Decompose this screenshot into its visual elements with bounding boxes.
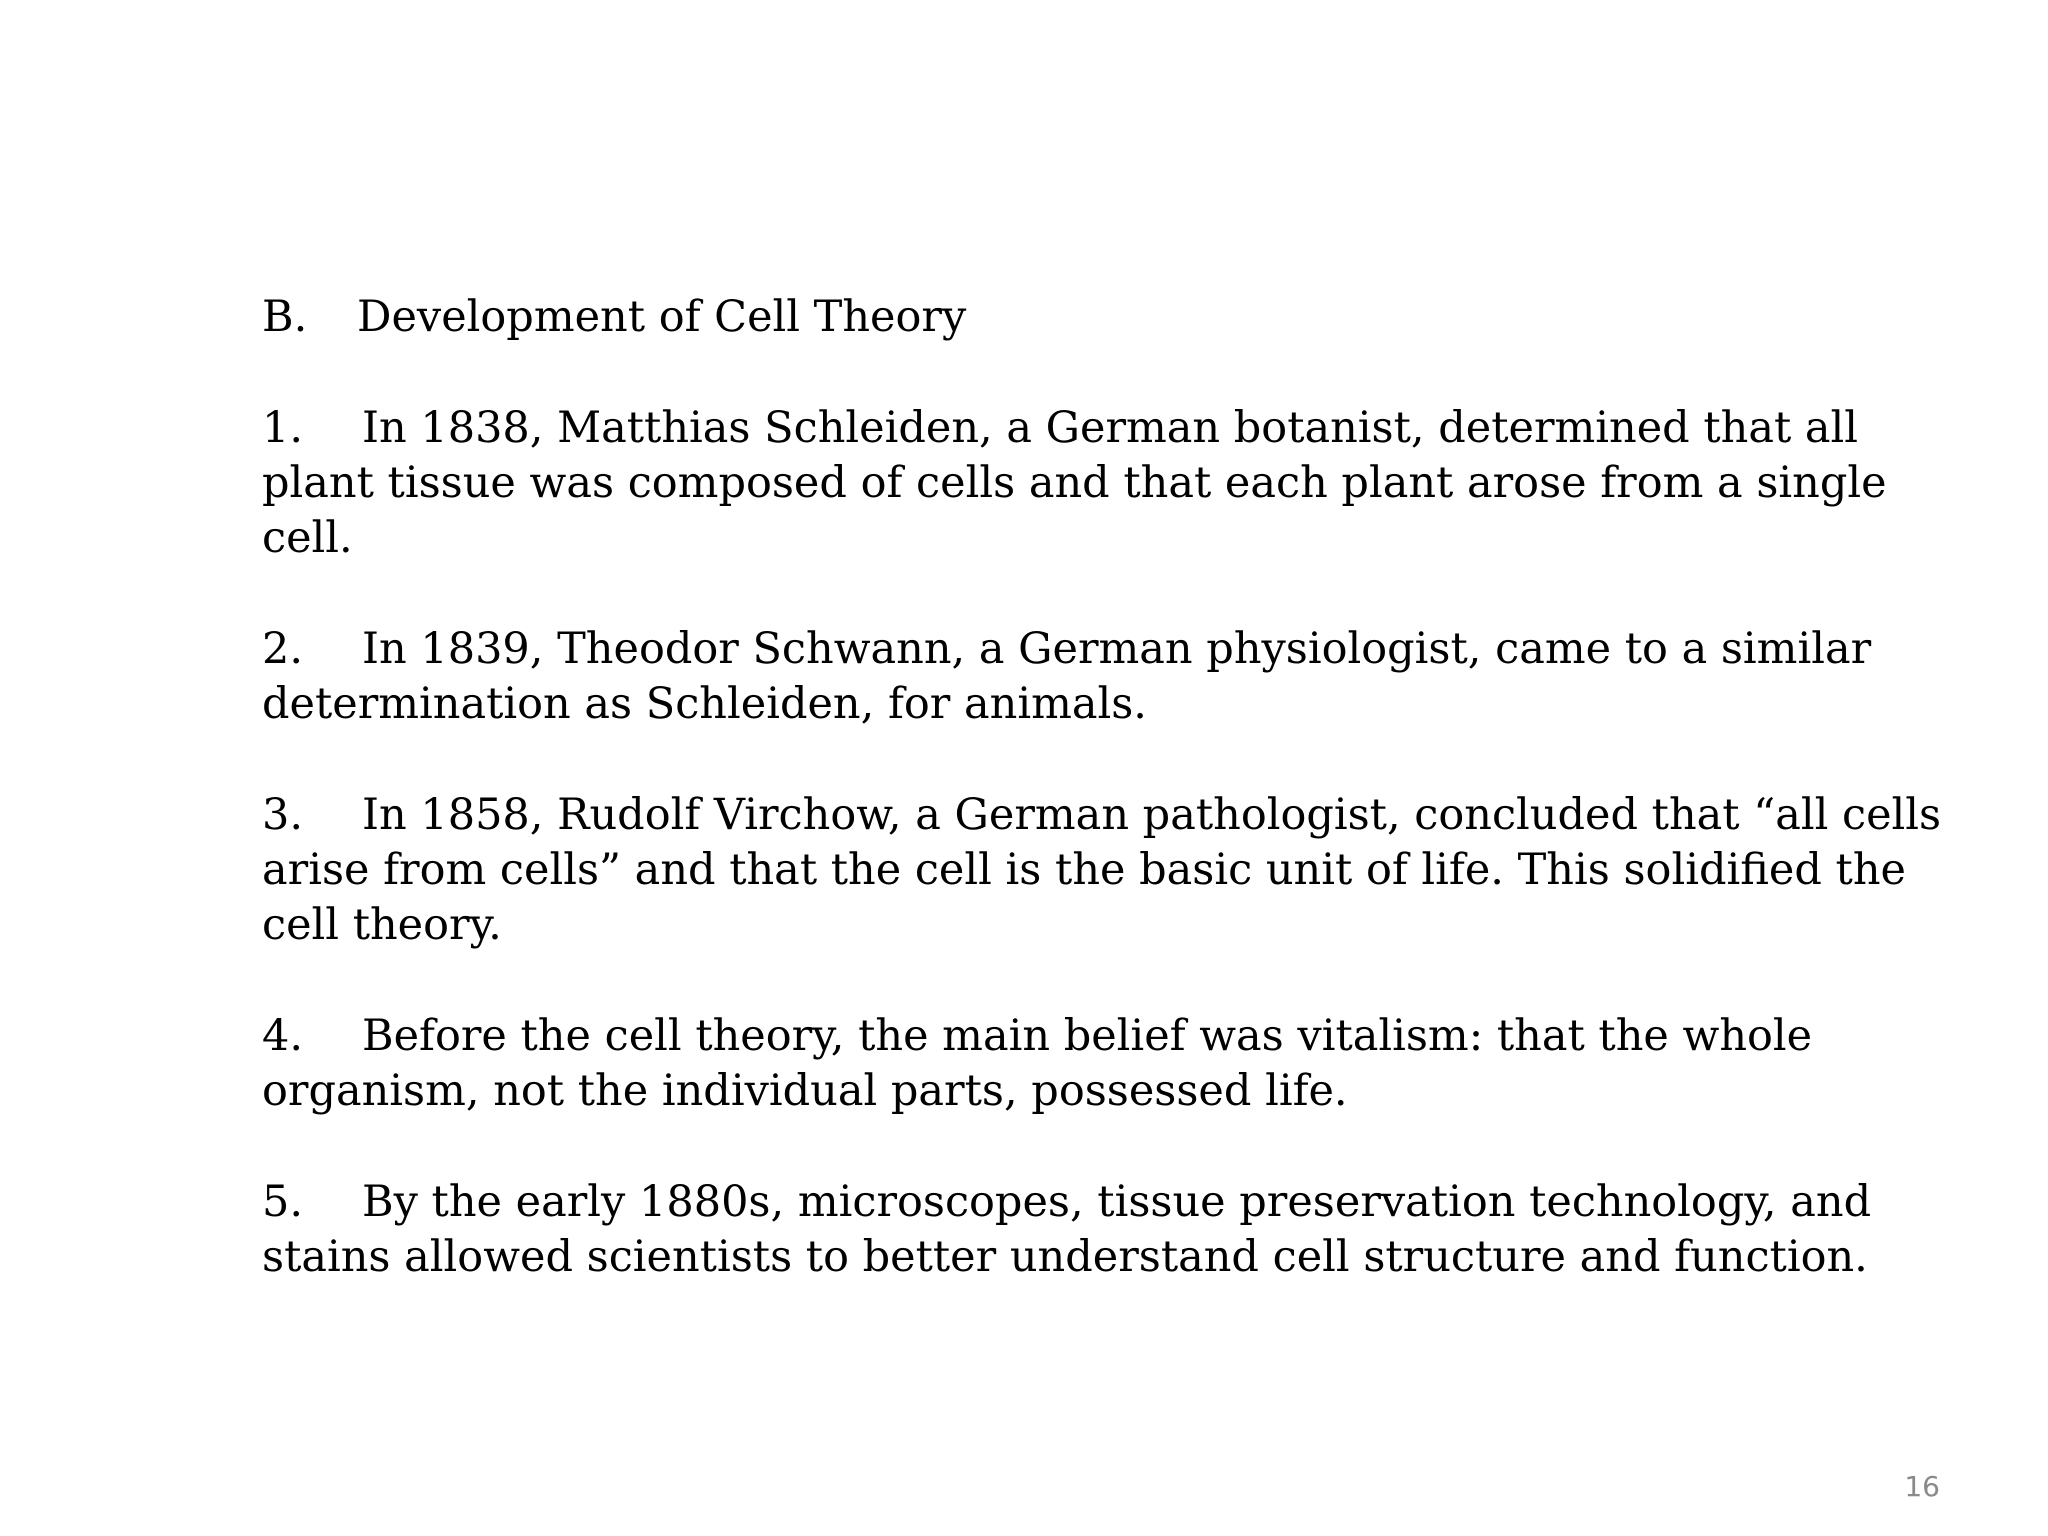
section-marker: B.	[262, 292, 308, 342]
list-item-text: In 1838, Matthias Schleiden, a German botanist, determined that all plant tissue was composed of cells and that each plant arose from a single cell.	[262, 403, 1887, 563]
page-number: 16	[1904, 1470, 1940, 1503]
list-item-text: Before the cell theory, the main belief was vitalism: that the whole organism, not the individual parts, possessed life.	[262, 1011, 1813, 1116]
slide-content	[262, 290, 1982, 1341]
list-item-text: In 1839, Theodor Schwann, a German physiologist, came to a similar determination as Schleiden, for animals.	[262, 624, 1872, 729]
list-item-number: 5.	[262, 1177, 304, 1227]
list-item	[262, 1009, 1982, 1119]
list-item-number: 3.	[262, 790, 304, 840]
list-item-number: 4.	[262, 1011, 304, 1061]
section-heading	[262, 290, 1982, 345]
list-item-text: By the early 1880s, microscopes, tissue preservation technology, and stains allowed scientists to better understand cell structure and function.	[262, 1177, 1872, 1282]
list-item	[262, 1175, 1982, 1285]
list-item-text: In 1858, Rudolf Virchow, a German pathologist, concluded that “all cells arise from cells” and that the cell is the basic unit of life. This solidified the cell theory.	[262, 790, 1942, 950]
list-item-number: 2.	[262, 624, 304, 674]
list-item	[262, 788, 1982, 953]
list-item	[262, 622, 1982, 732]
list-item	[262, 401, 1982, 566]
list-item-number: 1.	[262, 403, 304, 453]
section-title: Development of Cell Theory	[357, 292, 967, 342]
